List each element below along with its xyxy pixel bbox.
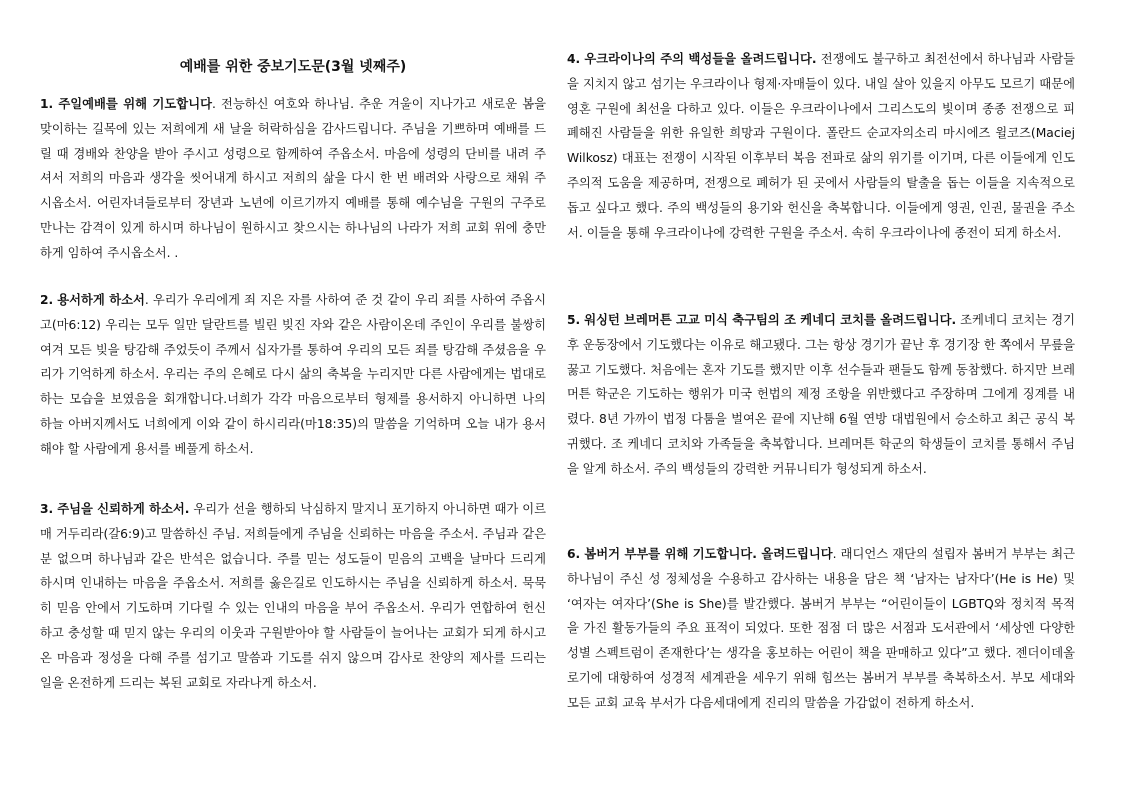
prayer-heading: 봄버거 부부를 위해 기도합니다. 올려드립니다 [584, 547, 833, 561]
prayer-text: . 전능하신 여호와 하나님. 추운 겨울이 지나가고 새로운 봄을 맞이하는 길목에 있는 저희에게 새 날을 허락하심을 감사드립니다. 주님을 기쁘하며 예배를 드릴 때 경배와 찬양을 받아 주시고 성령으로 함께하여 주옵소서. 마음에 성령의 단비를 내려 주셔서 저희의 마음과 생각을 씻어내게 하시고 저희의 삶을 다시 한 번 배려와 사랑으로 채워 주시옵소서. 어린자녀들로부터 장년과 노년에 이르기까지 예배를 통해 예수님을 구원의 구주로 만나는 감격이 있게 하시며 하나님이 원하시고 찾으시는 하나님의 나라가 저희 교회 위에 충만하게 임하여 주시옵소서. . [40, 97, 546, 260]
prayer-text: 조케네디 코치는 경기 후 운동장에서 기도했다는 이유로 해고됐다. 그는 항상 경기가 끝난 후 경기장 한 쪽에서 무릎을 꿇고 기도했다. 처음에는 혼자 기도를 했지만 이후 선수들과 팬들도 함께 동참했다. 하지만 브레머튼 학군은 기도하는 행위가 미국 헌법의 제정 조항을 위반했다고 주장하며 그에게 징계를 내렸다. 8년 가까이 법정 다툼을 벌여온 끝에 지난해 6월 연방 대법원에서 승소하고 최근 공식 복귀했다. 조 케네디 코치와 가족들을 축복합니다. 브레머튼 학군의 학생들이 코치를 통해서 주님을 알게 하소서. 주의 백성들의 강력한 커뮤니티가 형성되게 하소서. [567, 313, 1075, 476]
page-title: 예배를 위한 중보기도문(3월 넷째주) [179, 59, 407, 75]
prayer-item-5 [567, 308, 1075, 482]
prayer-number: 1. [40, 97, 54, 111]
prayer-number: 3. [40, 502, 54, 516]
prayer-item-4 [567, 47, 1075, 245]
prayer-heading: 워싱턴 브레머튼 고교 미식 축구팀의 조 케네디 코치를 올려드립니다. [584, 313, 957, 327]
prayer-heading: 주일예배를 위해 기도합니다 [58, 97, 212, 111]
prayer-text: 우리가 선을 행하되 낙심하지 말지니 포기하지 아니하면 때가 이르매 거두리라(갈6:9)고 말씀하신 주님. 저희들에게 주님을 신뢰하는 마음을 주소서. 주님과 같은 분 없으며 하나님과 같은 반석은 없습니다. 주를 믿는 성도들이 믿음의 고백을 날마다 드리게 하시며 인내하는 마음을 주옵소서. 저희를 옳은길로 인도하시는 주님을 신뢰하게 하소서. 묵묵히 믿음 안에서 기도하며 기다릴 수 있는 인내의 마음을 부어 주옵소서. 우리가 연합하여 헌신하고 충성할 때 믿지 않는 우리의 이웃과 구원받아야 할 사람들이 늘어나는 교회가 되게 하시고 온 마음과 정성을 다해 주를 섬기고 말씀과 기도를 쉬지 않으며 감사로 찬양의 제사를 드리는 일을 온전하게 드리는 복된 교회로 자라나게 하소서. [40, 502, 546, 690]
prayer-number: 4. [567, 52, 581, 66]
prayer-item-1 [40, 92, 546, 266]
prayer-heading: 주님을 신뢰하게 하소서. [57, 502, 190, 516]
prayer-number: 2. [40, 293, 54, 307]
prayer-item-6 [567, 542, 1075, 716]
prayer-item-2 [40, 288, 546, 462]
prayer-number: 5. [567, 313, 581, 327]
prayer-heading: 우크라이나의 주의 백성들을 올려드립니다. [584, 52, 817, 66]
prayer-text: 전쟁에도 불구하고 최전선에서 하나님과 사람들을 지치지 않고 섬기는 우크라이나 형제·자매들이 있다. 내일 살아 있을지 아무도 모르기 때문에 영혼 구원에 최선을 다하고 있다. 이들은 우크라이나에서 그리스도의 빛이며 종종 전쟁으로 피폐해진 사람들을 위한 유일한 희망과 구원이다. 폴란드 순교자의소리 마시에즈 윌코즈(Maciej Wilkosz) 대표는 전쟁이 시작된 이후부터 복음 전파로 삶의 위기를 이기며, 다른 이들에게 인도주의적 도움을 제공하며, 전쟁으로 폐허가 된 곳에서 사람들의 탈출을 돕는 이들을 지속적으로 돕고 싶다고 했다. 주의 백성들의 용기와 헌신을 축복합니다. 이들에게 영권, 인권, 물권을 주소서. 이들을 통해 우크라이나에 강력한 구원을 주소서. 속히 우크라이나에 종전이 되게 하소서. [567, 52, 1075, 240]
prayer-item-3 [40, 497, 546, 695]
prayer-text: . 우리가 우리에게 죄 지은 자를 사하여 준 것 같이 우리 죄를 사하여 주옵시고(마6:12) 우리는 모두 일만 달란트를 빌린 빚진 자와 같은 사람이온데 주인이 우리를 불쌍히 여겨 모든 빚을 탕감해 주었듯이 주께서 십자가를 통하여 우리의 모든 죄를 탕감해 주셨음을 우리가 기억하게 하소서. 우리는 주의 은혜로 다시 삶의 축복을 누리지만 다른 사람에게는 법대로 하는 모습을 보였음을 회개합니다.너희가 각각 마음으로부터 형제를 용서하지 아니하면 나의 하늘 아버지께서도 너희에게 이와 같이 하시리라(마18:35)의 말씀을 기억하며 오늘 내가 용서해야 할 사람에게 용서를 베풀게 하소서. [40, 293, 546, 456]
prayer-number: 6. [567, 547, 581, 561]
prayer-heading: 용서하게 하소서 [57, 293, 145, 307]
prayer-text: . 래디언스 재단의 설립자 봄버거 부부는 최근 하나님이 주신 성 정체성을 수용하고 감사하는 내용을 담은 책 ‘남자는 남자다’(He is He) 및 ‘여자는 여자다’(She is She)를 발간했다. 봄버거 부부는 “어린이들이 LGBTQ와 정치적 목적을 가진 활동가들의 주요 표적이 되었다. 또한 점점 더 많은 서점과 도서관에서 ‘세상엔 다양한 성별 스펙트럼이 존재한다’는 생각을 홍보하는 어린이 책을 판매하고 있다”고 했다. 젠더이데올로기에 대항하여 성경적 세계관을 세우기 위해 힘쓰는 봄버거 부부를 축복하소서. 부모 세대와 모든 교회 교육 부서가 다음세대에게 진리의 말씀을 가감없이 전하게 하소서. [567, 547, 1075, 710]
